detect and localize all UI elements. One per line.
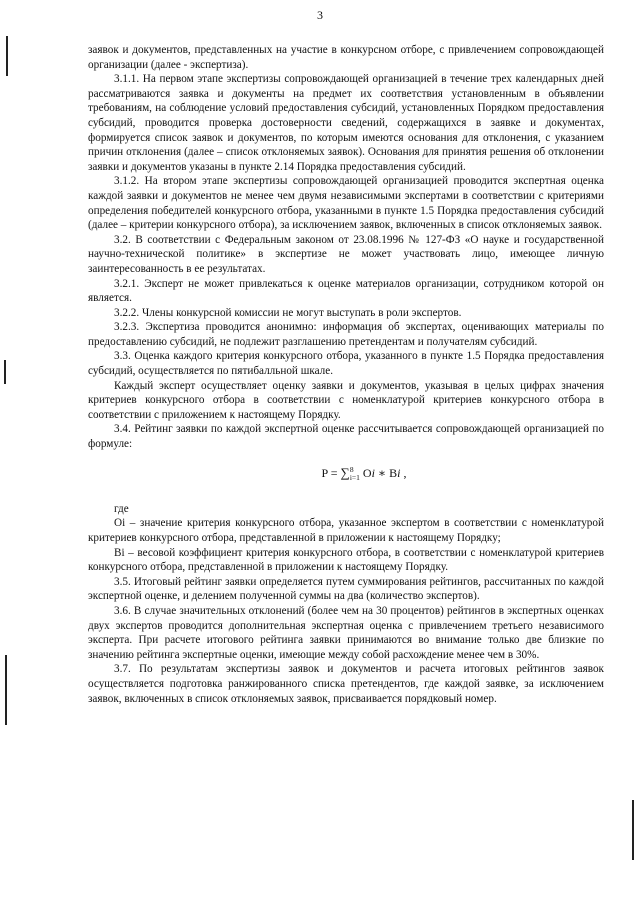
formula-operator: ∗ — [374, 465, 390, 480]
paragraph: 3.7. По результатам экспертизы заявок и документов и расчета итоговых рейтингов заявок осуществляется подготовка ранжированного списка претендентов, где каждой заявке, за исключением заявок, включенных в список отклоняемых заявок, присваивается порядковый номер. — [88, 663, 604, 705]
paragraph: 3.5. Итоговый рейтинг заявки определяется путем суммирования рейтингов, рассчитанных по каждой экспертной оценке, и делением полученной суммы на два (количество экспертов). — [88, 575, 604, 603]
paragraph: 3.3. Оценка каждого критерия конкурсного отбора, указанного в пункте 1.5 Порядка предоставления субсидий, осуществляется по пятибалльной шкале. — [88, 350, 604, 378]
paragraph: 3.6. В случае значительных отклонений (более чем на 30 процентов) рейтингов в экспертных оценках двух экспертов проводится дополнительная экспертная оценка с привлечением третьего независимого эксперта. При расчете итогового рейтинга заявки принимаются во внимание только две близкие по значению рейтинга экспертные оценки, имеющие между собой расхождение менее чем в 30%. — [88, 605, 604, 661]
paragraph: 3.1.2. На втором этапе экспертизы сопровождающей организацией проводится экспертная оценка каждой заявки и документов не менее чем двумя независимыми экспертами в соответствии с критериями определения победителей конкурсного отбора, указанными в пункте 1.5 Порядка предоставления субсидий (далее – критерии конкурсного отбора), за исключением заявок, включенных в список отклоняемых заявок. — [88, 175, 604, 232]
paragraph: Bi – весовой коэффициент критерия конкурсного отбора, в соответствии с номенклатурой критериев конкурсного отбора, представленной в приложении к настоящему Порядку. — [88, 546, 604, 574]
paragraph: 3.2.3. Экспертиза проводится анонимно: информация об экспертах, оценивающих материалы по предоставлению субсидий, не подлежит разглашению претендентам и получателям субсидий. — [88, 321, 604, 348]
formula-index: i — [397, 465, 401, 480]
paragraph: заявок и документов, представленных на участие в конкурсном отборе, с привлечением сопровождающей организации (далее - экспертиза). — [88, 44, 604, 71]
paragraph: Каждый эксперт осуществляет оценку заявки и документов, указывая в целых цифрах значения критериев конкурсного отбора в соответствии с номенклатурой критериев конкурсного отбора в соответствии с приложением к настоящему Порядку. — [88, 379, 604, 421]
paragraph: 3.2.2. Члены конкурсной комиссии не могут выступать в роли экспертов. — [114, 306, 462, 319]
paragraph: где — [114, 502, 129, 515]
paragraph: 3.1.1. На первом этапе экспертизы сопровождающей организацией в течение трех календарных дней рассматриваются заявка и документы на предмет их соответствия установленным в объявлении требованиям, на соблюдение условий предоставления субсидий, установленных Порядком предоставления субсидий, проводится проверка достоверности сведений, содержащихся в заявке и документах, формируется список заявок и документов, по которым имеются основания для отклонения, с указанием причин отклонения (далее – список отклоняемых заявок). Основания для принятия решения об отклонении заявки и документов указаны в пункте 2.14 Порядка предоставления субсидий. — [88, 73, 604, 173]
sum-lower-limit: i=1 — [349, 472, 360, 482]
formula-term-b: B — [389, 465, 398, 480]
paragraph: 3.4. Рейтинг заявки по каждой экспертной оценке рассчитывается сопровождающей организацией по формуле: — [88, 423, 604, 451]
formula-lhs: P = — [321, 465, 341, 480]
page-number: 3 — [317, 8, 323, 22]
document-body — [88, 43, 604, 706]
sum-upper-limit: 8 — [349, 464, 354, 474]
scan-edge-mark — [4, 360, 6, 384]
rating-formula — [88, 466, 604, 482]
formula-tail: , — [400, 465, 407, 480]
sum-symbol: ∑ — [340, 464, 350, 480]
formula-term-o: O — [362, 465, 372, 480]
scan-edge-mark — [5, 655, 7, 725]
paragraph: 3.2. В соответствии с Федеральным законом от 23.08.1996 № 127-ФЗ «О науке и государственной научно-технической политике» в экспертизе не может участвовать лицо, имеющее личную заинтересованность в ее результатах. — [88, 233, 604, 275]
paragraph: Oi – значение критерия конкурсного отбора, указанное экспертом в соответствии с номенклатурой критериев конкурсного отбора, представленной в приложении к настоящему Порядку; — [88, 517, 604, 545]
scan-edge-mark — [6, 36, 8, 76]
paragraph: 3.2.1. Эксперт не может привлекаться к оценке материалов организации, сотрудником которой он является. — [88, 277, 604, 305]
formula-index: i — [371, 465, 375, 480]
scan-edge-mark — [632, 800, 634, 860]
